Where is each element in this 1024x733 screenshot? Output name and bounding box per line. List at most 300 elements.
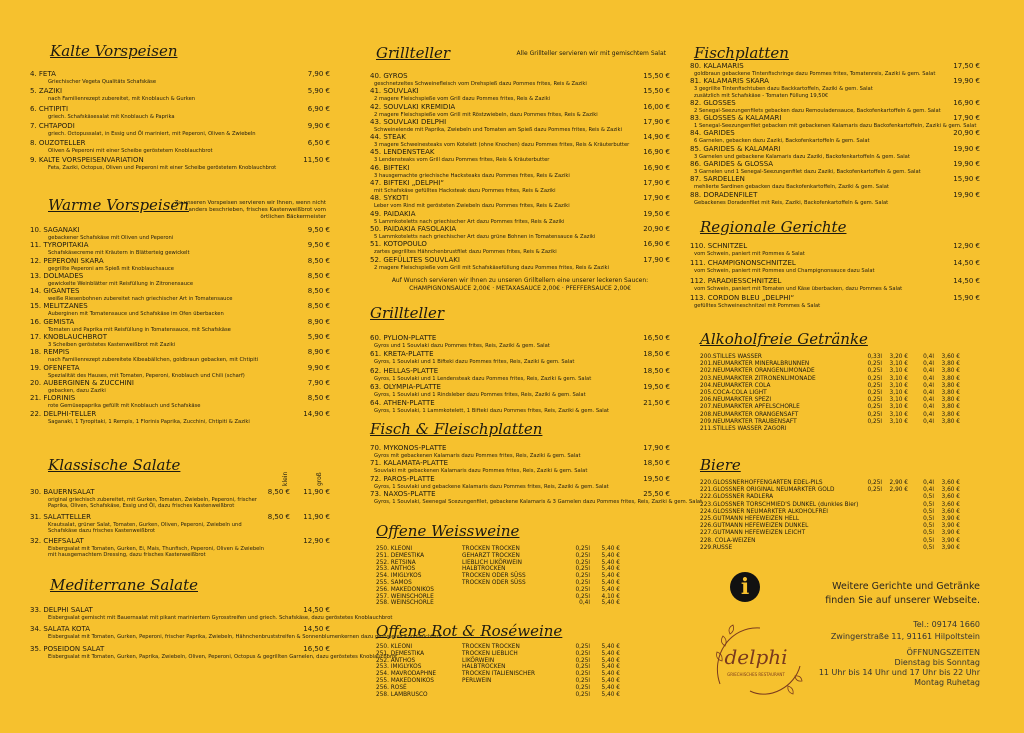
menu-item-name: 62. HELLAS-PLATTE — [370, 366, 439, 375]
menu-item-price: 17,50 € — [953, 62, 980, 70]
salad-price-large: 11,90 € — [303, 512, 330, 521]
drink-quantity-small — [850, 494, 882, 501]
menu-item-row — [30, 241, 330, 250]
wine-type: TROCKEN LIEBLICH — [462, 650, 518, 657]
salad-item-row — [30, 537, 330, 546]
drink-row — [700, 412, 980, 419]
menu-item-price: 8,90 € — [307, 348, 330, 357]
wine-price: 5,40 € — [601, 691, 620, 698]
menu-item-price: 17,90 € — [953, 114, 980, 123]
wine-row — [376, 553, 670, 560]
wine-quantity: 0,25l — [575, 677, 590, 684]
menu-item — [370, 459, 670, 474]
menu-item-row — [370, 164, 670, 173]
menu-item-price: 18,50 € — [643, 350, 670, 359]
wine-type — [462, 685, 554, 692]
drink-quantity-small: 0,25l — [867, 411, 882, 418]
menu-item — [370, 334, 670, 349]
section-title: Kalte Vorspeisen — [50, 42, 178, 60]
menu-item-price: 17,90 € — [643, 179, 670, 188]
menu-item-description: 5 Lammkoteletts nach griechischer Art dazu grüne Bohnen in Tomatensauce & Zaziki — [374, 233, 596, 240]
menu-item-name: 17. KNOBLAUCHBROT — [30, 333, 108, 342]
menu-item-price: 19,50 € — [643, 209, 670, 218]
menu-item-row — [30, 410, 330, 419]
drink-price-large: 3,60 € — [941, 508, 960, 515]
menu-item-description: 1 Senegal-Seezungenfilet gebacken mit gebackenen Kalamaris dazu Backofenkartoffeln, Zaziki & gem. Salat — [694, 123, 977, 130]
menu-item-row — [30, 70, 330, 79]
menu-item-row — [30, 122, 330, 131]
wine-name: 256. ROSÉ — [376, 684, 407, 691]
menu-item-name: 49. PAIDAKIA — [370, 209, 416, 218]
menu-item-price: 16,90 € — [953, 98, 980, 107]
drink-price-small — [882, 509, 908, 516]
menu-item-price: 17,90 € — [643, 194, 670, 203]
address: Zwingerstraße 11, 91161 Hilpoltstein — [830, 632, 980, 641]
menu-item-name: 18. REMPIS — [30, 348, 70, 357]
menu-item-row — [690, 191, 980, 200]
drink-row — [700, 509, 980, 516]
menu-item-row — [690, 129, 980, 138]
drink-price-small: 3,20 € — [889, 354, 908, 360]
menu-item-description: Auberginen mit Tomatensauce und Schafskäse im Ofen überbacken — [48, 311, 224, 318]
menu-item-price: 19,90 € — [953, 190, 980, 199]
wine-quantity: 0,25l — [575, 573, 590, 580]
menu-item-description: weiße Riesenbohnen zubereitet nach griechischer Art in Tomatensauce — [48, 296, 233, 303]
drink-price-small — [882, 545, 908, 552]
wine-price: 5,40 € — [601, 664, 620, 671]
menu-item — [370, 475, 670, 490]
menu-item-description: 3 Garnelen und gebackene Kalamaris dazu Zaziki, Backofenkartoffeln & gem. Salat — [694, 153, 910, 160]
menu-item-price: 20,90 € — [643, 224, 670, 233]
menu-item-description: 3 gegrillte Tintenfischtuben dazu Backkartoffeln, Zaziki & gem. Salat — [694, 86, 873, 93]
menu-item-description: Gyros, 1 Souvlaki und gebackene Kalamaris dazu Pommes frites, Reis, Zaziki & gem. Salat — [374, 483, 609, 490]
menu-item-description: mit Schafskäse gefülltes Hacksteak dazu Pommes frites, Reis & Zaziki — [374, 188, 556, 195]
menu-item-price: 15,90 € — [953, 293, 980, 302]
drink-quantity-small — [850, 530, 882, 537]
section-title: Grillteller — [370, 304, 445, 322]
wine-quantity: 0,25l — [575, 664, 590, 671]
menu-item-name: 22. DELPHI-TELLER — [30, 409, 97, 418]
menu-item-price: 18,50 € — [643, 459, 670, 468]
menu-item-row — [370, 383, 670, 392]
menu-item-row — [30, 302, 330, 311]
menu-item-row — [690, 242, 980, 251]
wine-price: 5,40 € — [601, 657, 620, 664]
menu-item — [30, 625, 442, 641]
menu-item-name: 47. BIFTEKI „DELPHI“ — [370, 179, 444, 188]
menu-item — [30, 156, 330, 171]
menu-item-price: 9,90 € — [307, 363, 330, 372]
menu-item-row — [30, 156, 330, 165]
menu-item-row — [690, 175, 980, 184]
drink-quantity-small: 0,25l — [867, 375, 882, 382]
menu-item-row — [370, 179, 670, 188]
menu-item — [690, 242, 980, 257]
menu-item-name: 70. MYKONOS-PLATTE — [370, 444, 447, 452]
drink-quantity-small: 0,25l — [867, 368, 882, 375]
wine-price: 5,40 € — [601, 650, 620, 657]
drink-price-large: 3,80 € — [941, 418, 960, 425]
wine-row — [376, 671, 670, 678]
section-kalte-vorspeisen — [30, 42, 330, 174]
salad-item-description: Eisbergsalat mit Tomaten, Gurken, Ei, Mais, Thunfisch, Peperoni, Oliven & Zwiebeln mit hausgemachtem Dressing, dazu frisches Kastenweißbrot — [48, 546, 265, 559]
drink-price-small: 2,90 € — [889, 480, 908, 486]
drink-name: 204.NEUMARKTER COLA — [700, 382, 771, 389]
wine-row — [376, 651, 670, 658]
menu-item-name: 72. PAROS-PLATTE — [370, 474, 435, 483]
drink-price-large: 3,60 € — [941, 501, 960, 508]
wine-type: HALBTROCKEN — [462, 566, 506, 573]
menu-item-name: 45. LENDENSTEAK — [370, 148, 435, 157]
menu-item-name: 46. BIFTEKI — [370, 163, 410, 172]
drink-quantity-small — [850, 523, 882, 530]
menu-item-row — [30, 272, 330, 281]
menu-item-description: 5 Lammkoteletts nach griechischer Art dazu Pommes frites, Reis & Zaziki — [374, 218, 565, 225]
phone: Tel.: 09174 1660 — [913, 620, 980, 629]
logo-subtitle: GRIECHISCHES RESTAURANT — [727, 672, 785, 677]
wine-quantity: 0,25l — [575, 552, 590, 559]
section-offene-rotweine — [370, 622, 670, 698]
section-alkoholfreie-getraenke — [690, 330, 980, 433]
wine-type: TROCKEN ITALIENISCHER — [462, 671, 536, 678]
menu-item-description: Schweinelende mit Paprika, Zwiebeln und Tomaten am Spieß dazu Pommes frites, Reis & Zaziki — [374, 126, 622, 133]
menu-item-row — [370, 459, 670, 468]
drink-name: 227.GUTMANN HEFEWEIZEN LEICHT — [700, 530, 806, 537]
menu-item-row — [30, 348, 330, 357]
menu-item — [690, 145, 980, 160]
menu-item-description: griech. Schafskäsesalat mit Knoblauch & Paprika — [48, 113, 175, 120]
menu-item — [370, 399, 670, 414]
drink-price-large: 3,90 € — [941, 544, 960, 551]
menu-item-description: Gyros, 1 Souvlaki und 1 Lendensteak dazu Pommes frites, Reis, Zaziki & gem. Salat — [374, 375, 592, 382]
website-hint — [800, 580, 980, 608]
menu-item-price: 14,50 € — [953, 259, 980, 268]
wine-quantity: 0,25l — [575, 671, 590, 678]
menu-item-name: 110. SCHNITZEL — [690, 242, 748, 250]
website-hint-line1: Weitere Gerichte und Getränke — [832, 581, 980, 592]
menu-item-row — [690, 294, 980, 303]
drink-quantity-large: 0,4l — [923, 480, 934, 486]
hours-times: 11 Uhr bis 14 Uhr und 17 Uhr bis 22 Uhr — [818, 668, 980, 677]
drink-quantity-large: 0,4l — [923, 354, 934, 360]
wine-type: TROCKEN ODER SÜSS — [462, 579, 526, 586]
menu-item — [370, 72, 670, 87]
menu-item-row — [30, 333, 330, 342]
drink-price-large: 3,60 € — [941, 354, 960, 360]
wine-price: 4,10 € — [601, 593, 620, 600]
menu-item — [690, 277, 980, 292]
menu-item-row — [370, 490, 670, 499]
menu-item-description: zusätzlich mit Schafskäse - Tomaten Füllung 19,50€ — [694, 92, 829, 99]
menu-item-price: 9,50 € — [307, 241, 330, 250]
salad-price-large: 11,90 € — [303, 488, 330, 496]
menu-item-row — [30, 364, 330, 373]
drink-quantity-small: 0,25l — [867, 390, 882, 397]
drink-price-small: 3,10 € — [889, 361, 908, 368]
wine-row — [376, 600, 670, 607]
menu-item-row — [690, 77, 980, 86]
drink-quantity-large — [908, 426, 934, 433]
menu-item-description: gegrillte Peperoni am Spieß mit Knoblauchsauce — [48, 265, 174, 272]
menu-item-name: 51. KOTOPOULO — [370, 240, 427, 249]
wine-quantity: 0,25l — [575, 559, 590, 566]
menu-item-price: 6,50 € — [307, 139, 330, 148]
drink-quantity-large: 0,4l — [923, 390, 934, 397]
drink-quantity-small — [850, 509, 882, 516]
menu-item-price: 14,50 € — [953, 276, 980, 285]
drink-name: 207.NEUMARKTER APFELSCHORLE — [700, 404, 800, 411]
menu-item-name: 111. CHAMPIGNONSCHNITZEL — [690, 259, 796, 268]
menu-item-description: gebacken, dazu Zaziki — [48, 387, 106, 394]
drink-quantity-small: 0,25l — [867, 418, 882, 425]
wine-type: TROCKEN ODER SÜSS — [462, 573, 526, 580]
sauce-list: CHAMPIGNONSAUCE 2,00€ · METAXASAUCE 2,00€ · PFEFFERSAUCE 2,00€ — [409, 284, 631, 292]
drink-quantity-small — [850, 426, 882, 433]
col-header-gross: groß — [316, 472, 323, 486]
menu-item — [370, 87, 670, 102]
menu-item-price: 8,90 € — [307, 317, 330, 326]
wine-row — [376, 692, 670, 699]
wine-type: PERLWEIN — [462, 677, 492, 684]
drink-quantity-small: 0,33l — [867, 354, 882, 360]
drink-quantity-small — [850, 516, 882, 523]
menu-item-name: 15. MELITZANES — [30, 302, 88, 311]
menu-item-price: 16,50 € — [643, 334, 670, 342]
wine-price: 5,40 € — [601, 573, 620, 580]
menu-item-description: vom Schwein, paniert mit Tomaten und Käse überbacken, dazu Pommes & Salat — [694, 285, 903, 292]
salad-item-row — [30, 488, 330, 497]
drink-quantity-large: 0,5l — [923, 501, 934, 508]
menu-item-price: 8,50 € — [307, 256, 330, 265]
menu-item — [30, 287, 330, 302]
menu-item — [690, 129, 980, 144]
menu-item-price: 7,90 € — [307, 378, 330, 387]
wine-name: 250. KLEONI — [376, 644, 413, 650]
menu-item-price: 8,50 € — [307, 302, 330, 311]
drink-name: 203.NEUMARKTER ZITRONENLIMONADE — [700, 375, 816, 382]
menu-item-price: 8,50 € — [307, 287, 330, 296]
wine-type: LIKÖRWEIN — [462, 657, 495, 664]
drink-price-small: 3,10 € — [889, 411, 908, 418]
menu-item-price: 18,50 € — [643, 366, 670, 375]
menu-item-description: Gyros und 1 Souvlaki dazu Pommes frites, Reis, Zaziki & gem. Salat — [374, 343, 550, 349]
wine-quantity: 0,25l — [575, 566, 590, 573]
menu-item-price: 20,90 € — [953, 129, 980, 138]
menu-item — [30, 87, 330, 102]
menu-item-name: 7. CHTAPODI — [30, 121, 75, 130]
drink-row — [700, 390, 980, 397]
drink-name: 223.GLOSSNER TORSCHMIED'S DUNKEL (dunkles Bier) — [700, 501, 859, 508]
menu-item-name: 34. SALATA KOTA — [30, 625, 91, 634]
section-grillteller — [370, 44, 670, 293]
menu-item-description: 2 magere Fleischspieße vom Grill dazu Pommes frites, Reis & Zaziki — [374, 96, 551, 103]
menu-item-price: 16,90 € — [643, 240, 670, 249]
wine-type: TROCKEN TROCKEN — [462, 644, 520, 650]
drink-row — [700, 397, 980, 404]
menu-item-price: 19,90 € — [953, 144, 980, 153]
menu-item-price: 6,90 € — [307, 104, 330, 113]
menu-item — [30, 318, 330, 333]
wine-name: 255. MAKEDONIKOS — [376, 677, 434, 684]
drink-quantity-large: 0,4l — [923, 361, 934, 368]
drink-price-small — [882, 523, 908, 530]
menu-item — [370, 210, 670, 225]
drink-price-large: 3,90 € — [941, 516, 960, 523]
menu-item-name: 73. NAXOS-PLATTE — [370, 489, 436, 498]
wine-price: 5,40 € — [601, 566, 620, 573]
wine-row — [376, 664, 670, 671]
menu-item-name: 80. KALAMARIS — [690, 62, 744, 70]
menu-item-row — [30, 394, 330, 403]
drink-price-small — [882, 494, 908, 501]
menu-item-row — [690, 145, 980, 154]
wine-quantity: 0,4l — [579, 600, 590, 607]
menu-item-description: Leber vom Rind mit gerösteten Zwiebeln dazu Pommes frites, Reis & Zaziki — [374, 203, 570, 210]
wine-type: TROCKEN TROCKEN — [462, 546, 520, 552]
section-title: Biere — [700, 456, 741, 474]
wine-row — [376, 546, 670, 553]
drink-quantity-large: 0,5l — [923, 537, 934, 544]
drink-price-large: 3,60 € — [941, 480, 960, 486]
drink-price-small — [882, 530, 908, 537]
wine-name: 255. SAMOS — [376, 579, 412, 586]
menu-item-description: Schafskäsecreme mit Kräutern in Blätterteig gewickelt — [48, 250, 190, 257]
menu-item-row — [370, 87, 670, 96]
menu-item — [370, 194, 670, 209]
menu-item-name: 20. AUBERGINEN & ZUCCHINI — [30, 378, 134, 387]
menu-item — [30, 348, 330, 363]
salad-item — [30, 513, 330, 535]
wine-row — [376, 587, 670, 594]
menu-item-name: 8. OUZOTELLER — [30, 139, 86, 148]
menu-item-row — [30, 379, 330, 388]
menu-item-description: nach Familienrezept zubereitet, mit Knoblauch & Gurken — [48, 96, 196, 103]
section-klassische-salate — [30, 456, 330, 562]
menu-item-description: gefülltes Schweineschnitzel mit Pommes & Salat — [694, 302, 821, 309]
menu-item — [30, 105, 330, 120]
section-fisch-fleischplatten — [370, 420, 703, 505]
drink-row — [700, 494, 980, 501]
wine-price: 5,40 € — [601, 586, 620, 593]
menu-item-price: 15,50 € — [643, 72, 670, 80]
menu-item-name: 6. CHTIPITI — [30, 104, 69, 113]
menu-item — [30, 410, 330, 425]
menu-item — [690, 294, 980, 309]
section-title: Grillteller — [376, 44, 451, 62]
menu-item-description: rote Gemüsepaprika gefüllt mit Knoblauch und Schafskäse — [48, 403, 201, 410]
menu-item-row — [370, 367, 670, 376]
menu-item-row — [370, 350, 670, 359]
menu-item-name: 88. DORADENFILET — [690, 190, 758, 199]
menu-item-price: 8,50 € — [307, 271, 330, 280]
menu-item — [370, 383, 670, 398]
wine-quantity: 0,25l — [575, 579, 590, 586]
menu-item-name: 64. ATHEN-PLATTE — [370, 399, 435, 408]
column-middle — [370, 0, 703, 733]
menu-item-row — [690, 114, 980, 123]
wine-type: HALBTROCKEN — [462, 664, 506, 671]
menu-item-name: 83. GLOSSES & KALAMARI — [690, 114, 782, 123]
section-title: Offene Rot & Roséweine — [376, 622, 563, 640]
menu-item-description: Gyros, 1 Souvlaki, 1 Lammkotelett, 1 Bifteki dazu Pommes frites, Reis, Zaziki & gem. Salat — [374, 408, 609, 415]
menu-item-row — [370, 444, 670, 453]
drink-row — [700, 538, 980, 545]
menu-item-description: 3 Lendensteaks vom Grill dazu Pommes frites, Reis & Kräuterbutter — [374, 157, 550, 164]
drink-name: 226.GUTMANN HEFEWEIZEN DUNKEL — [700, 523, 809, 530]
wine-price: 5,40 € — [601, 671, 620, 678]
contact-info — [800, 620, 980, 688]
drink-price-small: 2,90 € — [889, 487, 908, 494]
drink-price-small — [882, 538, 908, 545]
salad-item — [30, 537, 330, 559]
menu-item — [30, 257, 330, 272]
menu-item — [370, 133, 670, 148]
drink-quantity-small — [850, 502, 882, 509]
menu-item-price: 14,50 € — [303, 625, 330, 634]
website-hint-line2: finden Sie auf unserer Webseite. — [825, 595, 980, 606]
menu-item-name: 113. CORDON BLEU „DELPHI“ — [690, 293, 795, 302]
drink-price-small: 3,10 € — [889, 382, 908, 389]
wine-price: 5,40 € — [601, 684, 620, 691]
hours-closed: Montag Ruhetag — [914, 678, 980, 687]
wine-type: GEHARZT TROCKEN — [462, 552, 520, 559]
drink-quantity-small — [850, 545, 882, 552]
wine-quantity: 0,25l — [575, 644, 590, 650]
menu-item-description: vom Schwein, paniert mit Pommes und Champignonsauce dazu Salat — [694, 268, 875, 275]
menu-item-description: Feta, Zaziki, Octopus, Oliven und Peperoni mit einer Scheibe geröstetem Knoblauchbrot — [48, 165, 277, 172]
section-title: Alkoholfreie Getränke — [700, 330, 868, 348]
menu-item-description: 3 Garnelen und 1 Senegal-Seezungenfilet dazu Zaziki, Backofenkartoffeln & gem. Salat — [694, 169, 921, 176]
menu-item-name: 41. SOUVLAKI — [370, 87, 419, 96]
menu-item — [30, 302, 330, 317]
menu-item-price: 9,50 € — [307, 226, 330, 234]
drink-price-small: 3,10 € — [889, 368, 908, 375]
menu-item-name: 81. KALAMARIS SKARA — [690, 77, 769, 86]
drink-price-large: 3,80 € — [941, 382, 960, 389]
wine-row — [376, 685, 670, 692]
menu-item-row — [30, 87, 330, 96]
menu-item-row — [30, 226, 330, 235]
drink-quantity-large: 0,5l — [923, 494, 934, 501]
menu-item-description: 3 magere Schweinesteaks vom Kotelett (ohne Knochen) dazu Pommes frites, Reis & Kräuterbutter — [374, 142, 630, 149]
menu-item-description: griech. Octopussalat, in Essig und Öl mariniert, mit Peperoni, Oliven & Zwiebeln — [48, 130, 256, 137]
menu-item-row — [370, 256, 670, 265]
menu-item-row — [690, 277, 980, 286]
drink-row — [700, 516, 980, 523]
menu-item — [370, 350, 670, 365]
wine-quantity: 0,25l — [575, 546, 590, 552]
menu-item-description: Gyros, 1 Souvlaki, Seenegal Scezungenfilet, gebackene Kalamaris & 3 Garnelen dazu Pommes frites, Reis, Zaziki & gem. Salat — [374, 498, 703, 505]
menu-item-description: 2 magere Fleischspieße vom Grill mit Schafskäsefüllung dazu Pommes frites, Reis & Zaziki — [374, 264, 609, 271]
menu-item-name: 61. KRETA-PLATTE — [370, 350, 434, 359]
menu-item-price: 8,50 € — [307, 394, 330, 403]
drink-row — [700, 354, 980, 361]
drink-price-small: 3,10 € — [889, 390, 908, 397]
menu-item-description: Gyros, 1 Souvlaki und 1 Bifteki dazu Pommes frites, Reis, Zaziki & gem. Salat — [374, 359, 575, 366]
menu-item-description: Gyros mit gebackenen Kalamaris dazu Pommes frites, Reis, Zaziki & gem. Salat — [374, 453, 581, 459]
drink-quantity-small: 0,25l — [867, 382, 882, 389]
menu-item-row — [370, 103, 670, 112]
menu-item-row — [370, 194, 670, 203]
sauce-intro: Auf Wunsch servieren wir Ihnen zu unseren Grilltellern eine unserer leckeren Saucen: — [391, 276, 649, 284]
salad-item-name: 30. BAUERNSALAT — [30, 488, 95, 496]
salad-item-description: Krautsalat, grüner Salat, Tomaten, Gurken, Oliven, Peperoni, Zwiebeln und Schafskäse dazu frisches Kastenweißbrot — [48, 521, 242, 534]
section-warme-vorspeisen — [30, 196, 330, 425]
menu-item-name: 40. GYROS — [370, 72, 408, 80]
menu-item-description: 2 Senegal-Seezungenfilets gebacken dazu Remouladensauce, Backofenkartoffeln & gem. Salat — [694, 107, 941, 114]
menu-item-price: 11,50 € — [303, 156, 330, 165]
drink-quantity-large: 0,4l — [923, 368, 934, 375]
